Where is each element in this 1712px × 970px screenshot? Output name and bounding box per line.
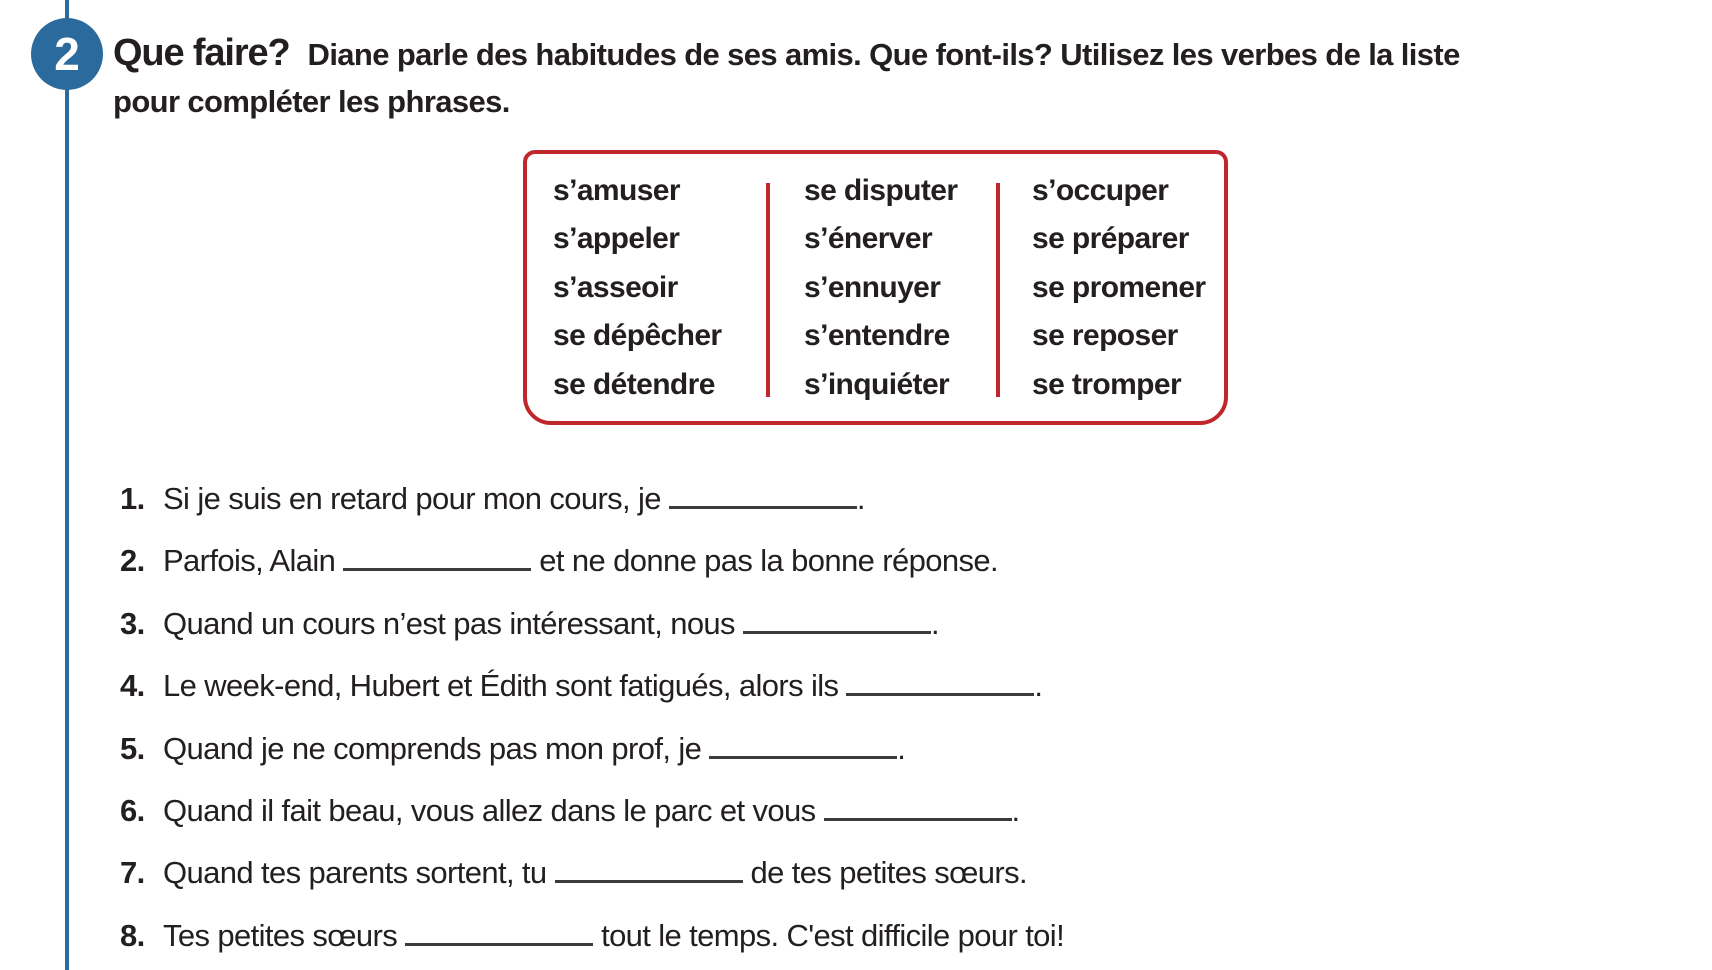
answer-blank-7[interactable] xyxy=(555,861,743,883)
answer-blank-6[interactable] xyxy=(824,799,1012,821)
exercise-item-6 xyxy=(120,780,1064,842)
verb-item: s’entendre xyxy=(804,319,950,353)
item-number: 7. xyxy=(120,855,145,891)
item-text-before: Parfois, Alain xyxy=(163,543,344,579)
section-vertical-rule xyxy=(65,0,69,970)
verb-item: s’asseoir xyxy=(553,270,678,304)
verb-item: s’énerver xyxy=(804,222,933,256)
exercise-instructions-line1: Diane parle des habitudes de ses amis. Que font-ils? Utilisez les verbes de la liste xyxy=(307,37,1460,72)
exercise-number-badge xyxy=(31,18,103,90)
item-text-after: . xyxy=(897,730,906,766)
item-number: 1. xyxy=(120,481,145,516)
word-bank-column-3 xyxy=(1032,167,1205,409)
verb-item: s’amuser xyxy=(553,174,680,207)
item-text-after: de tes petites sœurs. xyxy=(742,855,1027,891)
verb-item: se tromper xyxy=(1032,367,1182,401)
item-number: 6. xyxy=(120,792,145,828)
answer-blank-4[interactable] xyxy=(846,674,1034,696)
answer-blank-5[interactable] xyxy=(709,737,897,759)
exercise-header xyxy=(113,30,1593,125)
answer-blank-8[interactable] xyxy=(405,924,593,946)
item-text-before: Si je suis en retard pour mon cours, je xyxy=(163,481,669,516)
verb-item: se préparer xyxy=(1032,222,1189,256)
item-text-before: Quand un cours n’est pas intéressant, nous xyxy=(163,605,743,641)
item-text-after: tout le temps. C'est difficile pour toi! xyxy=(593,917,1065,953)
item-text-after: et ne donne pas la bonne réponse. xyxy=(531,543,998,579)
exercise-item-4 xyxy=(120,655,1064,717)
exercise-item-7 xyxy=(120,842,1064,904)
item-text-before: Quand il fait beau, vous allez dans le parc et vous xyxy=(163,792,824,828)
verb-item: s’ennuyer xyxy=(804,270,941,304)
item-text-after: . xyxy=(1011,792,1020,828)
verb-item: se dépêcher xyxy=(553,319,722,353)
answer-blank-1[interactable] xyxy=(669,487,857,509)
exercise-item-5 xyxy=(120,718,1064,780)
word-bank-column-2 xyxy=(804,167,957,409)
exercise-instructions-line2: pour compléter les phrases. xyxy=(113,84,510,119)
word-bank-divider xyxy=(766,183,770,397)
verb-item: s’inquiéter xyxy=(804,367,950,401)
item-text-before: Quand tes parents sortent, tu xyxy=(163,855,555,891)
exercise-item-1 xyxy=(120,468,1064,530)
verb-item: se disputer xyxy=(804,174,958,207)
exercise-item-8 xyxy=(120,905,1064,967)
verb-item: se reposer xyxy=(1032,319,1178,353)
exercise-item-3 xyxy=(120,593,1064,655)
answer-blank-3[interactable] xyxy=(743,612,931,634)
item-text-before: Quand je ne comprends pas mon prof, je xyxy=(163,730,710,766)
item-text-before: Le week-end, Hubert et Édith sont fatigués, alors ils xyxy=(163,668,847,704)
verb-item: s’appeler xyxy=(553,222,680,256)
verb-item: se détendre xyxy=(553,367,715,401)
item-number: 3. xyxy=(120,605,145,641)
exercise-item-list xyxy=(120,468,1064,967)
item-text-after: . xyxy=(856,481,865,516)
verb-word-bank xyxy=(523,150,1228,425)
item-number: 4. xyxy=(120,668,145,704)
verb-item: se promener xyxy=(1032,270,1206,304)
item-number: 2. xyxy=(120,543,145,579)
exercise-number: 2 xyxy=(54,28,80,80)
exercise-title: Que faire? xyxy=(113,32,290,74)
item-number: 5. xyxy=(120,730,145,766)
item-number: 8. xyxy=(120,917,145,953)
verb-item: s’occuper xyxy=(1032,174,1169,207)
word-bank-column-1 xyxy=(553,167,722,409)
word-bank-divider xyxy=(996,183,1000,397)
item-text-after: . xyxy=(930,605,939,641)
item-text-after: . xyxy=(1034,668,1043,704)
item-text-before: Tes petites sœurs xyxy=(163,917,406,953)
exercise-item-2 xyxy=(120,530,1064,592)
answer-blank-2[interactable] xyxy=(343,549,531,571)
